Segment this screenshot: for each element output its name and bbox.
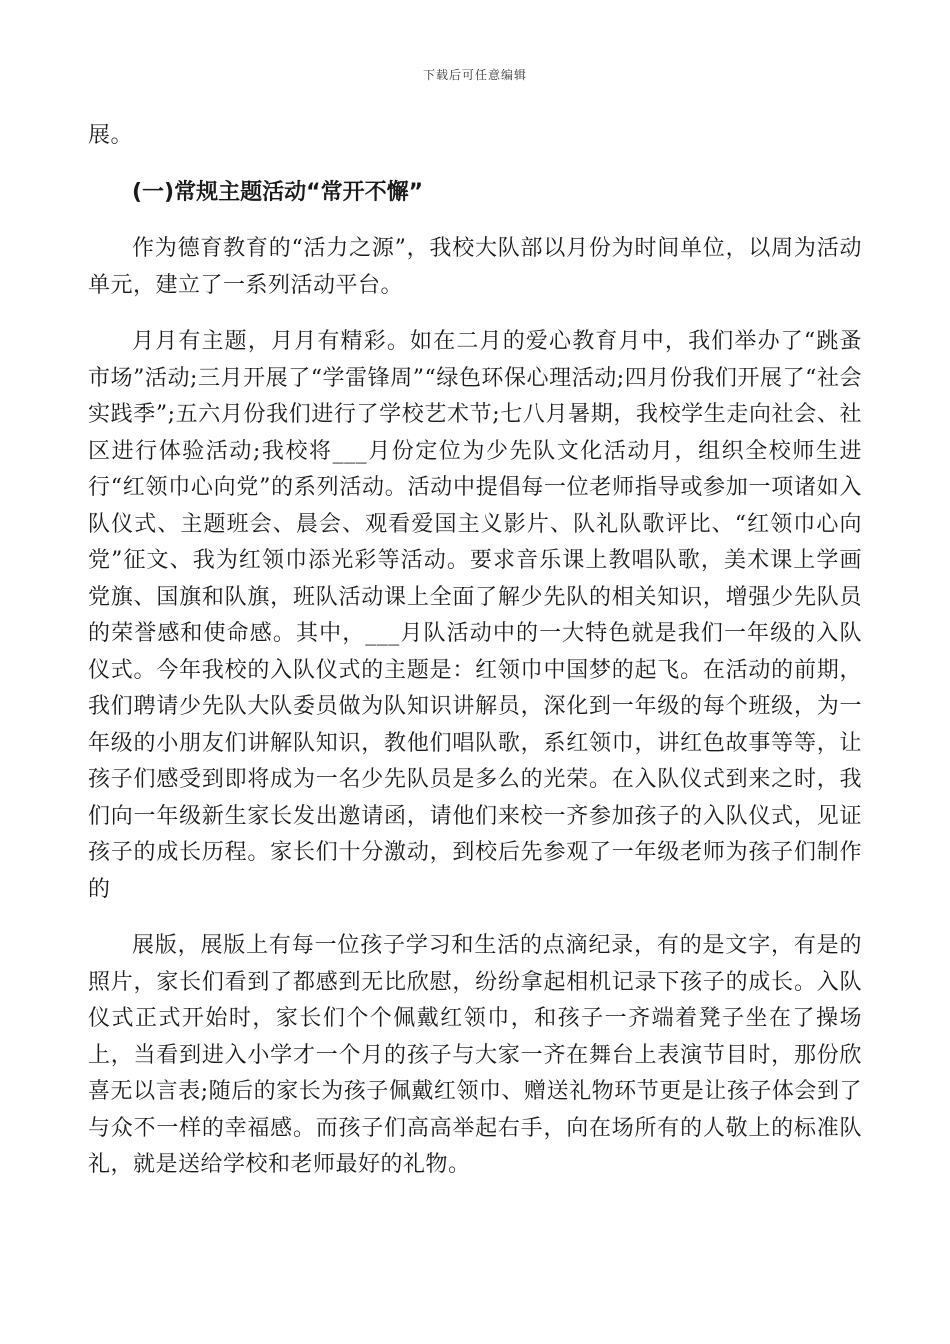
paragraph-exhibition: 展版，展版上有每一位孩子学习和生活的点滴纪录，有的是文字，有是的照片，家长们看到了都感到无比欣慰，纷纷拿起相机记录下孩子的成长。入队仪式正式开始时，家长们个个佩戴红领巾，和孩子一齐端着凳子坐在了操场上，当看到进入小学才一个月的孩子与大家一齐在舞台上表演节目时，那份欣喜无以言表;随后的家长为孩子佩戴红领巾、赠送礼物环节更是让孩子体会到了与众不一样的幸福感。而孩子们高高举起右手，向在场所有的人敬上的标准队礼，就是送给学校和老师最好的礼物。 [88, 933, 862, 1177]
document-body [88, 118, 862, 1184]
continuation-text: 展。 [88, 123, 134, 148]
section-heading: (一)常规主题活动“常开不懈” [132, 179, 424, 205]
paragraph-monthly-themes: 月月有主题，月月有精彩。如在二月的爱心教育月中，我们举办了“跳蚤市场”活动;三月开展了“学雷锋周”“绿色环保心理活动;四月份我们开展了“社会实践季”;五六月份我们进行了学校艺术节;七八月暑期，我校学生走向社会、社区进行体验活动;我校将___月份定位为少先队文化活动月，组织全校师生进行“红领巾心向党”的系列活动。活动中提倡每一位老师指导或参加一项诸如入队仪式、主题班会、晨会、观看爱国主义影片、队礼队歌评比、“红领巾心向党”征文、我为红领巾添光彩等活动。要求音乐课上教唱队歌，美术课上学画党旗、国旗和队旗，班队活动课上全面了解少先队的相关知识，增强少先队员的荣誉感和使命感。其中，___月队活动中的一大特色就是我们一年级的入队仪式。今年我校的入队仪式的主题是：红领巾中国梦的起飞。在活动的前期，我们聘请少先队大队委员做为队知识讲解员，深化到一年级的每个班级，为一年级的小朋友们讲解队知识，教他们唱队歌，系红领巾，讲红色故事等等，让孩子们感受到即将成为一名少先队员是多么的光荣。在入队仪式到来之时，我们向一年级新生家长发出邀请函，请他们来校一齐参加孩子的入队仪式，见证孩子的成长历程。家长们十分激动，到校后先参观了一年级老师为孩子们制作的 [88, 329, 862, 902]
paragraph-intro: 作为德育教育的“活力之源”，我校大队部以月份为时间单位，以周为活动单元，建立了一系列活动平台。 [88, 236, 862, 298]
page-header: 下载后可任意编辑 [422, 68, 527, 82]
